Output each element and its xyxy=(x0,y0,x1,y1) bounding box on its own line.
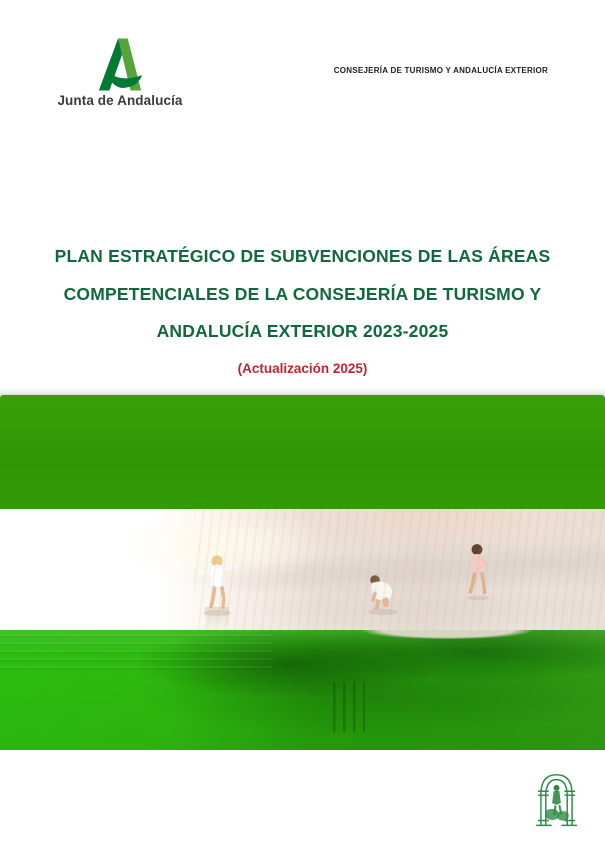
junta-logo-block xyxy=(50,38,190,108)
cover-photo xyxy=(0,388,605,750)
child-figure-running xyxy=(197,553,239,617)
water-ripples xyxy=(0,634,272,674)
child-figure-walking xyxy=(461,543,495,601)
sand-drip-marks xyxy=(333,682,365,732)
andalusia-emblem-icon xyxy=(528,765,585,838)
flag-band-bottom xyxy=(0,630,605,750)
hero-top-edge xyxy=(0,388,605,395)
beach-photo xyxy=(0,509,605,630)
wet-sand-reflection xyxy=(205,607,229,630)
title-subtitle: (Actualización 2025) xyxy=(237,360,368,376)
title-block xyxy=(0,238,605,376)
title-line-1: PLAN ESTRATÉGICO DE SUBVENCIONES DE LAS ÁREAS xyxy=(54,246,551,266)
title-line-3: ANDALUCÍA EXTERIOR 2023-2025 xyxy=(156,321,449,341)
junta-logo-wordmark: Junta de Andalucía xyxy=(57,93,183,108)
junta-de-andalucia-logo-icon xyxy=(95,38,145,91)
child-figure-crouching xyxy=(363,569,403,615)
title-line-2: COMPETENCIALES DE LA CONSEJERÍA DE TURISMO Y xyxy=(63,283,542,304)
department-title: CONSEJERÍA DE TURISMO Y ANDALUCÍA EXTERIOR xyxy=(333,66,548,75)
flag-band-top xyxy=(0,395,605,509)
